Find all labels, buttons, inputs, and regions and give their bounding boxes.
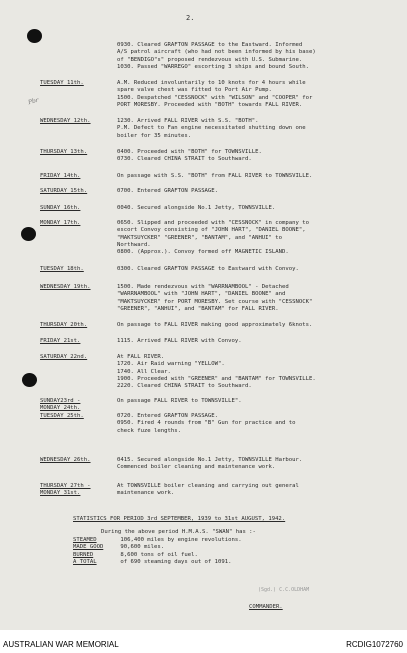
statistics-row: [73, 552, 256, 560]
archive-footer: [0, 636, 407, 653]
entry-text: [117, 457, 402, 472]
entry-line: 0730. Cleared CHINA STRAIT to Southward.: [117, 156, 252, 163]
entry-date: SUNDAY23rd - MONDAY 24th.: [40, 398, 81, 412]
entry-text: [117, 42, 402, 71]
entry-line: "MAKTSUYCKER" for PORT MORESBY. Set course with "CESSNOCK": [117, 298, 313, 305]
entry-line: On passage with S.S. "BOTH" from FALL RIVER to TOWNSVILLE.: [117, 173, 313, 179]
entry-line: check fuze lengths.: [117, 427, 181, 434]
entry-line: At TOWNSVILLE boiler cleaning and carrying out general: [117, 483, 299, 489]
entry-date: THURSDAY 27th - MONDAY 31st.: [40, 483, 91, 497]
entry-date: SATURDAY 15th.: [40, 188, 88, 194]
entry-line: "GREENER", "ANHUI", and "BANTAM" for FALL RIVER.: [117, 305, 279, 312]
entry-line: Northward.: [117, 241, 151, 248]
entry-line: A/S patrol aircraft (who had not been informed by his base): [117, 49, 316, 56]
entry-line: 0930. Cleared GRAFTON PASSAGE to the Eastward. Informed: [117, 42, 303, 48]
entry-text: [117, 205, 402, 212]
entry-line: 0720. Entered GRAFTON PASSAGE.: [117, 413, 219, 419]
entry-line: 0040. Secured alongside No.1 Jetty, TOWNSVILLE.: [117, 205, 276, 211]
entry-line: 2220. Cleared CHINA STRAIT to Southward.: [117, 383, 252, 390]
entry-date: TUESDAY 18th.: [40, 266, 84, 272]
statistics-title: STATISTICS FOR PERIOD 3rd SEPTEMBER, 1939 to 31st AUGUST, 1942.: [73, 516, 286, 522]
entry-line: 0650. Slipped and proceeded with "CESSNOCK" in company to: [117, 220, 309, 226]
entry-line: 1720. Air Raid warning "YELLOW".: [117, 361, 225, 368]
statistics-value: 106,400 miles by engine revolutions.: [117, 536, 242, 543]
entry-text: [117, 284, 402, 313]
statistics-label: MADE GOOD: [73, 544, 104, 550]
entry-date: SATURDAY 22nd.: [40, 354, 88, 360]
entry-date: FRIDAY 21st.: [40, 338, 81, 344]
entry-text: [117, 338, 402, 345]
entry-line: "MAKTSUYCKER" "GREENER", "BANTAM", and "ANHUI" to: [117, 234, 283, 241]
entry-line: 0950. Fired 4 rounds from "B" Gun for practice and to: [117, 420, 296, 427]
commander-label: COMMANDER.: [249, 604, 283, 610]
footer-institution: AUSTRALIAN WAR MEMORIAL: [3, 640, 119, 649]
entry-text: [117, 173, 402, 180]
signature: (Sgd.) C.C.OLDHAM: [258, 587, 310, 593]
entry-line: "WARRNAMBOOL" with "JOHN HART", "DANIEL BOONE" and: [117, 291, 286, 298]
margin-handwritten-mark: Pbr: [27, 96, 40, 107]
entry-text: [117, 80, 402, 109]
entry-text: [117, 483, 402, 498]
entry-text: [117, 354, 402, 390]
statistics-row: [73, 544, 256, 552]
entry-date: THURSDAY 13th.: [40, 149, 88, 155]
statistics-value: 90,600 miles.: [117, 544, 165, 550]
statistics-value: 8,600 tons of oil fuel.: [117, 551, 198, 558]
entry-text: [117, 413, 402, 435]
entry-text: [117, 149, 402, 164]
entry-date: WEDNESDAY 19th.: [40, 284, 91, 290]
entry-date: TUESDAY 11th.: [40, 80, 84, 86]
entry-line: At FALL RIVER.: [117, 354, 165, 360]
entry-text: [117, 118, 402, 140]
entry-text: [117, 322, 402, 329]
statistics-label: STEAMED: [73, 536, 97, 543]
statistics-row: [73, 537, 256, 545]
entry-date: WEDNESDAY 12th.: [40, 118, 91, 124]
entry-date: THURSDAY 20th.: [40, 322, 88, 328]
entry-line: A.M. Reduced involuntarily to 10 knots for 4 hours while: [117, 80, 306, 86]
entry-line: On passage FALL RIVER to TOWNSVILLE".: [117, 398, 242, 404]
entry-line: P.M. Defect to Fan engine necessitated shutting down one: [117, 125, 306, 132]
entry-line: boiler for 35 minutes.: [117, 132, 192, 139]
entry-line: escort Convoy consisting of "JOHN HART", "DANIEL BOONE",: [117, 227, 306, 234]
punch-hole: [21, 227, 36, 241]
entry-text: [117, 266, 402, 273]
entry-line: 1500. Despatched "CESSNOCK" with "WILSON" and "COOPER" for: [117, 94, 313, 101]
statistics-block: [73, 529, 256, 567]
punch-hole: [27, 29, 42, 43]
entry-text: [117, 398, 402, 405]
entry-line: 1030. Passed "WARREGO" escorting 3 ships and bound South.: [117, 63, 309, 70]
entry-line: 0400. Proceeded with "BOTH" for TOWNSVILLE.: [117, 149, 262, 155]
entry-date: SUNDAY 16th.: [40, 205, 81, 211]
statistics-label: A TOTAL: [73, 559, 97, 565]
entry-line: Commenced boiler cleaning and maintenance work.: [117, 464, 276, 471]
entry-line: spare valve chest was fitted to Port Air Pump.: [117, 87, 272, 94]
entry-line: 1230. Arrived FALL RIVER with S.S. "BOTH".: [117, 118, 259, 124]
punch-hole: [22, 373, 37, 387]
entry-line: 1740. All Clear.: [117, 368, 171, 375]
entry-date: MONDAY 17th.: [40, 220, 81, 226]
footer-record-id: RCDIG1072760: [346, 640, 403, 649]
entry-line: 0415. Secured alongside No.1 Jetty, TOWNSVILLE Harbour.: [117, 457, 303, 463]
entry-line: PORT MORESBY. Proceeded with "BOTH" towards FALL RIVER.: [117, 101, 303, 108]
entry-line: 1900. Proceeded with "GREENER" and "BANTAM" for TOWNSVILLE.: [117, 375, 316, 382]
page-number: 2.: [186, 14, 195, 22]
statistics-intro: During the above period H.M.A.S. "SWAN" has :-: [101, 529, 256, 535]
entry-line: maintenance work.: [117, 490, 175, 497]
entry-date: WEDNESDAY 26th.: [40, 457, 91, 463]
statistics-value: of 690 steaming days out of 1091.: [117, 559, 232, 565]
entry-line: 1115. Arrived FALL RIVER with Convoy.: [117, 338, 242, 344]
entry-text: [117, 220, 402, 256]
entry-date: FRIDAY 14th.: [40, 173, 81, 179]
entry-line: 1500. Made rendezvous with "WARRNAMBOOL" - Detached: [117, 284, 289, 290]
entry-line: 0700. Entered GRAFTON PASSAGE.: [117, 188, 219, 194]
statistics-row: [73, 559, 256, 567]
entry-line: On passage to FALL RIVER making good approximately 6knots.: [117, 322, 313, 328]
entry-line: of "BENDIGO"s" proposed rendezvous with U.S. Submarine.: [117, 56, 303, 63]
statistics-label: BURNED: [73, 551, 94, 558]
entry-text: [117, 188, 402, 195]
entry-date: TUESDAY 25th.: [40, 413, 84, 419]
entry-line: 0800. (Approx.). Convoy formed off MAGNETIC ISLAND.: [117, 249, 289, 256]
entry-line: 0300. Cleared GRAFTON PASSAGE to Eastward with Convoy.: [117, 266, 299, 272]
